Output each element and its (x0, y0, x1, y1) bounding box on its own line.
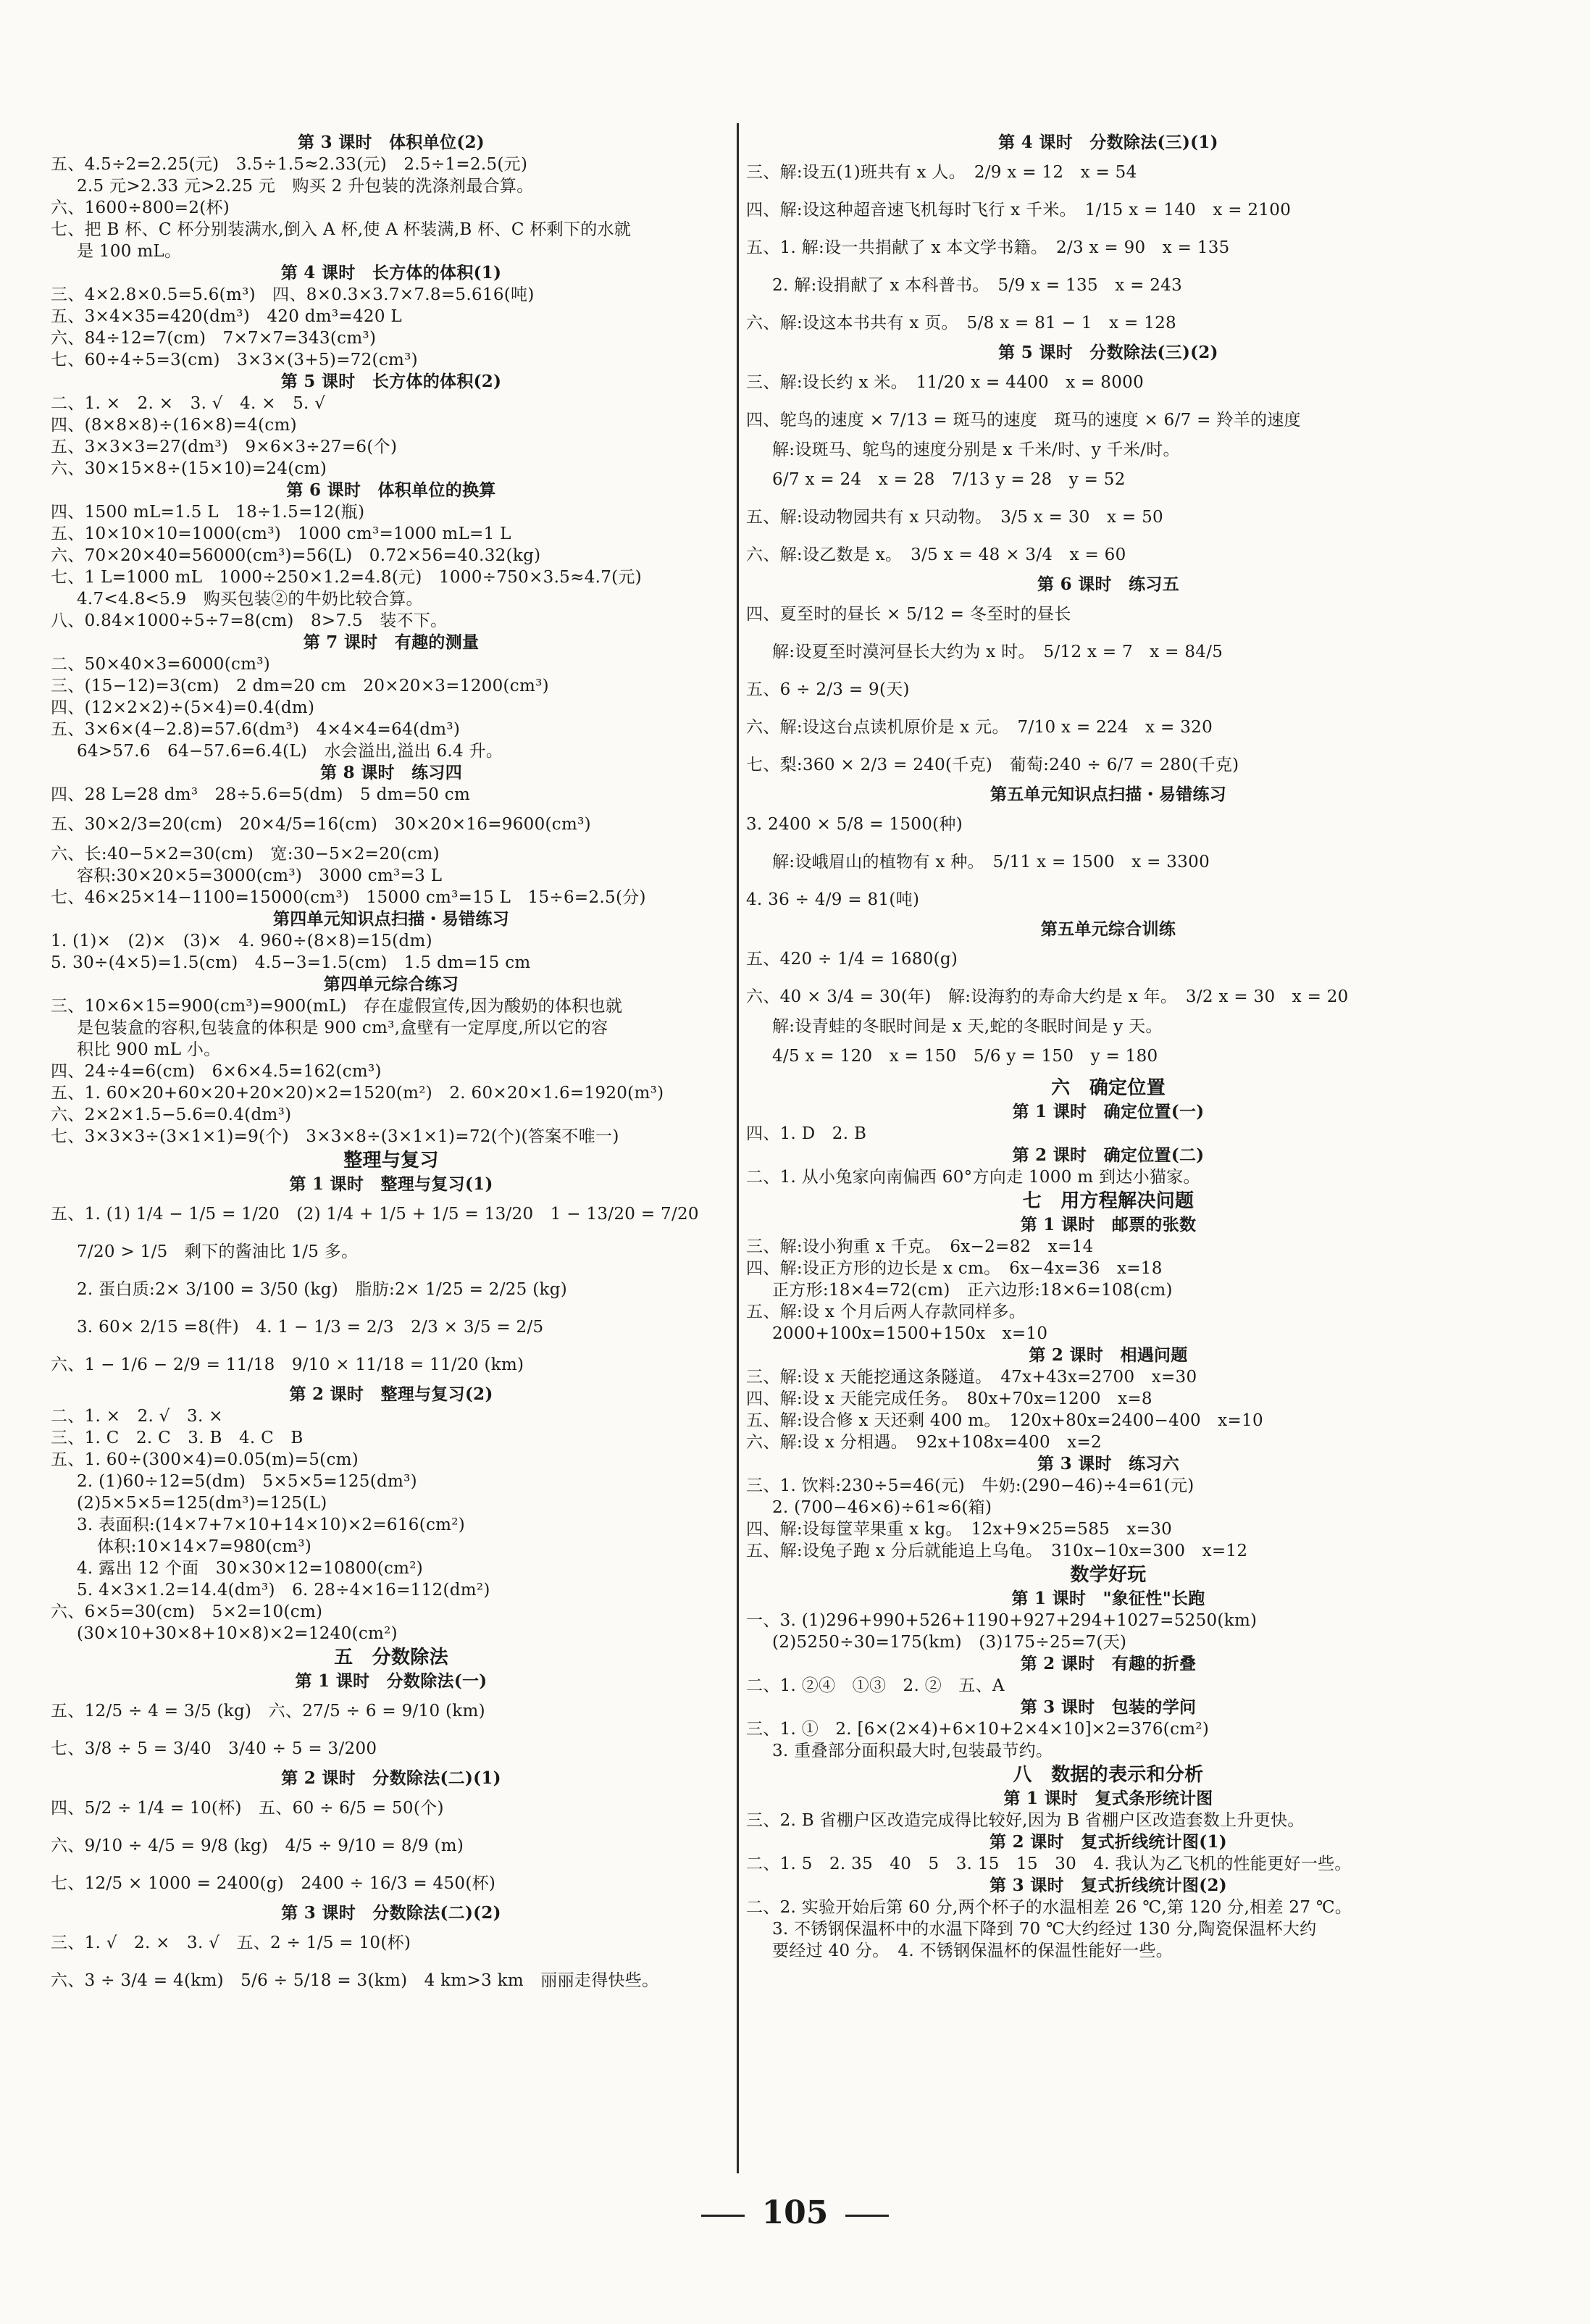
left-line: 2. (1)60÷12=5(dm) 5×5×5=125(dm³) (77, 1472, 417, 1491)
right-line: 一、3. (1)296+990+526+1190+927+294+1027=5250(km) (746, 1611, 1258, 1630)
right-line: 六、40 × 3/4 = 30(年) 解:设海豹的寿命大约是 x 年。 3/2 x = 30 x = 20 (746, 987, 1349, 1006)
left-lesson-heading: 第 3 课时 分数除法(二)(2) (281, 1903, 501, 1923)
right-line: 4/5 x = 120 x = 150 5/6 y = 150 y = 180 (772, 1047, 1158, 1066)
left-line: 四、(8×8×8)÷(16×8)=4(cm) (51, 416, 297, 435)
column-divider (737, 123, 739, 2173)
right-line: 二、1. ②④ ①③ 2. ② 五、A (746, 1676, 1005, 1695)
right-lesson-heading: 第 1 课时 "象征性"长跑 (1011, 1589, 1205, 1608)
left-lesson-heading: 第 3 课时 体积单位(2) (298, 133, 485, 152)
left-line: 四、5/2 ÷ 1/4 = 10(杯) 五、60 ÷ 6/5 = 50(个) (51, 1799, 444, 1818)
left-line: 五、1. 60÷(300×4)=0.05(m)=5(cm) (51, 1450, 359, 1469)
left-line: 六、1600÷800=2(杯) (51, 198, 230, 217)
right-lesson-heading: 第 2 课时 复式折线统计图(1) (989, 1832, 1227, 1852)
right-line: 四、解:设这种超音速飞机每时飞行 x 千米。 1/15 x = 140 x = 2100 (746, 201, 1292, 220)
right-line: 五、6 ÷ 2/3 = 9(天) (746, 680, 910, 699)
right-lesson-heading: 第 5 课时 分数除法(三)(2) (998, 343, 1218, 362)
right-line: 2. (700−46×6)÷61≈6(箱) (772, 1498, 992, 1517)
right-line: 二、2. 实验开始后第 60 分,两个杯子的水温相差 26 ℃,第 120 分,相差 27 ℃。 (746, 1898, 1352, 1917)
left-lesson-heading: 第四单元综合练习 (323, 974, 459, 994)
left-line: 二、1. × 2. × 3. √ 4. × 5. √ (51, 394, 326, 413)
right-line: 五、420 ÷ 1/4 = 1680(g) (746, 950, 958, 969)
left-line: 二、1. × 2. √ 3. × (51, 1407, 223, 1426)
right-lesson-heading: 第 6 课时 练习五 (1037, 574, 1180, 594)
left-line: 六、84÷12=7(cm) 7×7×7=343(cm³) (51, 329, 377, 348)
left-line: 4.7<4.8<5.9 购买包装②的牛奶比较合算。 (77, 590, 423, 609)
right-line: 解:设斑马、鸵鸟的速度分别是 x 千米/时、y 千米/时。 (772, 440, 1180, 459)
right-line: 三、解:设五(1)班共有 x 人。 2/9 x = 12 x = 54 (746, 163, 1137, 182)
left-line: 五、30×2/3=20(cm) 20×4/5=16(cm) 30×20×16=9600(cm³) (51, 815, 591, 834)
left-line: 七、3×3×3÷(3×1×1)=9(个) 3×3×8÷(3×1×1)=72(个)(答案不唯一) (51, 1127, 619, 1146)
left-line: 七、3/8 ÷ 5 = 3/40 3/40 ÷ 5 = 3/200 (51, 1739, 377, 1758)
left-line: 六、2×2×1.5−5.6=0.4(dm³) (51, 1105, 292, 1124)
left-line: 7/20 > 1/5 剩下的酱油比 1/5 多。 (77, 1242, 359, 1261)
right-column (746, 132, 1470, 1962)
left-lesson-heading: 第四单元知识点扫描・易错练习 (272, 909, 510, 929)
left-lesson-heading: 第 6 课时 体积单位的换算 (286, 480, 496, 500)
right-line: 3. 重叠部分面积最大时,包装最节约。 (772, 1742, 1053, 1760)
right-line: 解:设峨眉山的植物有 x 种。 5/11 x = 1500 x = 3300 (772, 853, 1210, 872)
right-line: 3. 不锈钢保温杯中的水温下降到 70 ℃大约经过 130 分,陶瓷保温杯大约 (772, 1920, 1317, 1939)
right-line: 3. 2400 × 5/8 = 1500(种) (746, 815, 963, 834)
right-section-title: 七 用方程解决问题 (1022, 1190, 1194, 1212)
left-column (51, 132, 732, 1999)
right-line: 2. 解:设捐献了 x 本科普书。 5/9 x = 135 x = 243 (772, 276, 1183, 295)
left-line: 积比 900 mL 小。 (77, 1040, 221, 1059)
left-line: 五、3×3×3=27(dm³) 9×6×3÷27=6(个) (51, 438, 398, 456)
right-line: 五、解:设 x 个月后两人存款同样多。 (746, 1303, 1026, 1321)
right-lesson-heading: 第 1 课时 邮票的张数 (1020, 1215, 1197, 1234)
left-section-title: 五 分数除法 (334, 1647, 448, 1668)
left-line: 六、70×20×40=56000(cm³)=56(L) 0.72×56=40.32(kg) (51, 546, 541, 565)
left-line: 四、28 L=28 dm³ 28÷5.6=5(dm) 5 dm=50 cm (51, 785, 471, 804)
right-line: 四、解:设每筐苹果重 x kg。 12x+9×25=585 x=30 (746, 1520, 1173, 1539)
right-line: 三、解:设 x 天能挖通这条隧道。 47x+43x=2700 x=30 (746, 1368, 1197, 1387)
left-lesson-heading: 第 2 课时 分数除法(二)(1) (281, 1768, 501, 1788)
left-lesson-heading: 第 2 课时 整理与复习(2) (289, 1384, 493, 1404)
right-lesson-heading: 第 4 课时 分数除法(三)(1) (998, 133, 1218, 152)
right-line: 三、1. ① 2. [6×(2×4)+6×10+2×4×10]×2=376(cm²) (746, 1720, 1210, 1739)
right-lesson-heading: 第五单元知识点扫描・易错练习 (989, 785, 1227, 804)
left-lesson-heading: 第 4 课时 长方体的体积(1) (280, 263, 502, 283)
left-line: 四、24÷4=6(cm) 6×6×4.5=162(cm³) (51, 1062, 382, 1081)
left-lesson-heading: 第 5 课时 长方体的体积(2) (280, 372, 502, 391)
left-line: 3. 60× 2/15 =8(件) 4. 1 − 1/3 = 2/3 2/3 × 3/5 = 2/5 (77, 1318, 544, 1337)
left-line: 五、3×6×(4−2.8)=57.6(dm³) 4×4×4=64(dm³) (51, 720, 461, 739)
left-line: 5. 30÷(4×5)=1.5(cm) 4.5−3=1.5(cm) 1.5 dm=15 cm (51, 953, 531, 972)
right-lesson-heading: 第 2 课时 相遇问题 (1029, 1345, 1188, 1365)
left-line: 七、60÷4÷5=3(cm) 3×3×(3+5)=72(cm³) (51, 351, 418, 369)
left-line: 六、长:40−5×2=30(cm) 宽:30−5×2=20(cm) (51, 845, 440, 864)
right-line: 五、解:设动物园共有 x 只动物。 3/5 x = 30 x = 50 (746, 508, 1163, 527)
right-line: 四、解:设 x 天能完成任务。 80x+70x=1200 x=8 (746, 1389, 1152, 1408)
left-line: 五、3×4×35=420(dm³) 420 dm³=420 L (51, 307, 402, 326)
left-line: 七、1 L=1000 mL 1000÷250×1.2=4.8(元) 1000÷750×3.5≈4.7(元) (51, 568, 643, 587)
left-line: 七、把 B 杯、C 杯分别装满水,倒入 A 杯,使 A 杯装满,B 杯、C 杯剩下的水就 (51, 220, 632, 239)
left-line: 六、6×5=30(cm) 5×2=10(cm) (51, 1602, 323, 1621)
left-line: 四、(12×2×2)÷(5×4)=0.4(dm) (51, 698, 315, 717)
left-line: 是 100 mL。 (77, 242, 182, 261)
left-line: 五、1. (1) 1/4 − 1/5 = 1/20 (2) 1/4 + 1/5 + 1/5 = 13/20 1 − 13/20 = 7/20 (51, 1205, 699, 1224)
right-line: 七、梨:360 × 2/3 = 240(千克) 葡萄:240 ÷ 6/7 = 280(千克) (746, 756, 1239, 774)
right-section-title: 六 确定位置 (1051, 1077, 1166, 1099)
right-section-title: 数学好玩 (1070, 1564, 1147, 1586)
left-line: 三、10×6×15=900(cm³)=900(mL) 存在虚假宣传,因为酸奶的体积也就 (51, 997, 623, 1016)
left-section-title: 整理与复习 (343, 1150, 439, 1171)
right-line: 六、解:设乙数是 x。 3/5 x = 48 × 3/4 x = 60 (746, 546, 1126, 564)
right-line: 二、1. 5 2. 35 40 5 3. 15 15 30 4. 我认为乙飞机的性能更好一些。 (746, 1855, 1352, 1873)
right-line: 四、鸵鸟的速度 × 7/13 = 斑马的速度 斑马的速度 × 6/7 = 羚羊的速度 (746, 411, 1301, 430)
right-line: 三、1. 饮料:230÷5=46(元) 牛奶:(290−46)÷4=61(元) (746, 1476, 1194, 1495)
right-section-title: 八 数据的表示和分析 (1013, 1764, 1204, 1786)
left-lesson-heading: 第 1 课时 整理与复习(1) (289, 1174, 493, 1194)
right-line: 六、解:设这台点读机原价是 x 元。 7/10 x = 224 x = 320 (746, 718, 1213, 737)
left-line: 六、3 ÷ 3/4 = 4(km) 5/6 ÷ 5/18 = 3(km) 4 km>3 km 丽丽走得快些。 (51, 1971, 659, 1990)
right-line: 五、1. 解:设一共捐献了 x 本文学书籍。 2/3 x = 90 x = 135 (746, 238, 1230, 257)
left-line: 五、4.5÷2=2.25(元) 3.5÷1.5≈2.33(元) 2.5÷1=2.5(元) (51, 155, 528, 174)
left-line: 七、12/5 × 1000 = 2400(g) 2400 ÷ 16/3 = 450(杯) (51, 1874, 496, 1893)
right-line: 五、解:设兔子跑 x 分后就能追上乌龟。 310x−10x=300 x=12 (746, 1542, 1248, 1560)
right-lesson-heading: 第 1 课时 确定位置(一) (1012, 1102, 1205, 1121)
left-line: 五、10×10×10=1000(cm³) 1000 cm³=1000 mL=1 L (51, 524, 511, 543)
right-line: 正方形:18×4=72(cm) 正六边形:18×6=108(cm) (772, 1281, 1173, 1300)
page-number-dash-right (845, 2215, 889, 2217)
left-line: 三、(15−12)=3(cm) 2 dm=20 cm 20×20×3=1200(cm³) (51, 677, 549, 695)
right-line: 三、解:设长约 x 米。 11/20 x = 4400 x = 8000 (746, 373, 1145, 392)
left-line: 2.5 元>2.33 元>2.25 元 购买 2 升包装的洗涤剂最合算。 (77, 177, 534, 196)
right-line: 四、夏至时的昼长 × 5/12 = 冬至时的昼长 (746, 605, 1071, 624)
right-lesson-heading: 第 3 课时 包装的学问 (1020, 1697, 1197, 1717)
left-line: 是包装盒的容积,包装盒的体积是 900 cm³,盒壁有一定厚度,所以它的容 (77, 1019, 608, 1037)
right-line: 六、解:设 x 分相遇。 92x+108x=400 x=2 (746, 1433, 1102, 1452)
right-line: 五、解:设合修 x 天还剩 400 m。 120x+80x=2400−400 x=10 (746, 1411, 1263, 1430)
right-lesson-heading: 第 3 课时 复式折线统计图(2) (989, 1876, 1227, 1895)
left-line: 三、1. C 2. C 3. B 4. C B (51, 1429, 304, 1447)
left-line: 5. 4×3×1.2=14.4(dm³) 6. 28÷4×16=112(dm²) (77, 1581, 490, 1600)
right-lesson-heading: 第五单元综合训练 (1040, 919, 1176, 939)
left-line: 八、0.84×1000÷5÷7=8(cm) 8>7.5 装不下。 (51, 611, 448, 630)
right-lesson-heading: 第 3 课时 练习六 (1037, 1454, 1180, 1474)
left-line: 六、30×15×8÷(15×10)=24(cm) (51, 459, 327, 478)
left-line: 五、1. 60×20+60×20+20×20)×2=1520(m²) 2. 60×20×1.6=1920(m³) (51, 1084, 664, 1103)
right-line: 解:设青蛙的冬眠时间是 x 天,蛇的冬眠时间是 y 天。 (772, 1017, 1163, 1036)
left-line: 4. 露出 12 个面 30×30×12=10800(cm²) (77, 1559, 424, 1578)
right-line: 四、1. D 2. B (746, 1124, 867, 1143)
page-number: 105 (761, 2194, 829, 2231)
left-lesson-heading: 第 8 课时 练习四 (319, 763, 463, 782)
left-line: 六、1 − 1/6 − 2/9 = 11/18 9/10 × 11/18 = 11/20 (km) (51, 1355, 524, 1374)
left-line: (30×10+30×8+10×8)×2=1240(cm²) (77, 1624, 398, 1643)
right-line: 要经过 40 分。 4. 不锈钢保温杯的保温性能好一些。 (772, 1941, 1173, 1960)
right-lesson-heading: 第 1 课时 复式条形统计图 (1003, 1789, 1213, 1808)
right-line: 六、解:设这本书共有 x 页。 5/8 x = 81 − 1 x = 128 (746, 314, 1176, 333)
left-line: 3. 表面积:(14×7+7×10+14×10)×2=616(cm²) (77, 1516, 466, 1534)
left-line: 七、46×25×14−1100=15000(cm³) 15000 cm³=15 L 15÷6=2.5(分) (51, 888, 646, 907)
left-lesson-heading: 第 7 课时 有趣的测量 (303, 632, 480, 652)
left-line: 三、1. √ 2. × 3. √ 五、2 ÷ 1/5 = 10(杯) (51, 1934, 411, 1952)
right-line: (2)5250÷30=175(km) (3)175÷25=7(天) (772, 1633, 1127, 1652)
left-line: 64>57.6 64−57.6=6.4(L) 水会溢出,溢出 6.4 升。 (77, 742, 503, 761)
right-line: 三、2. B 省棚户区改造完成得比较好,因为 B 省棚户区改造套数上升更快。 (746, 1811, 1305, 1830)
right-line: 四、解:设正方形的边长是 x cm。 6x−4x=36 x=18 (746, 1259, 1163, 1278)
right-line: 解:设夏至时漠河昼长大约为 x 时。 5/12 x = 7 x = 84/5 (772, 643, 1223, 661)
left-lesson-heading: 第 1 课时 分数除法(一) (295, 1671, 488, 1691)
left-line: 容积:30×20×5=3000(cm³) 3000 cm³=3 L (77, 866, 443, 885)
left-line: 二、50×40×3=6000(cm³) (51, 655, 271, 674)
left-line: (2)5×5×5=125(dm³)=125(L) (77, 1494, 327, 1513)
right-line: 三、解:设小狗重 x 千克。 6x−2=82 x=14 (746, 1237, 1094, 1256)
right-line: 2000+100x=1500+150x x=10 (772, 1324, 1048, 1343)
right-line: 4. 36 ÷ 4/9 = 81(吨) (746, 890, 920, 909)
right-lesson-heading: 第 2 课时 确定位置(二) (1012, 1145, 1205, 1165)
right-line: 二、1. 从小兔家向南偏西 60°方向走 1000 m 到达小猫家。 (746, 1168, 1200, 1187)
left-line: 三、4×2.8×0.5=5.6(m³) 四、8×0.3×3.7×7.8=5.616(吨) (51, 285, 535, 304)
left-line: 四、1500 mL=1.5 L 18÷1.5=12(瓶) (51, 503, 365, 522)
right-line: 6/7 x = 24 x = 28 7/13 y = 28 y = 52 (772, 470, 1126, 489)
right-lesson-heading: 第 2 课时 有趣的折叠 (1020, 1654, 1197, 1673)
left-line: 1. (1)× (2)× (3)× 4. 960÷(8×8)=15(dm) (51, 932, 432, 950)
left-line: 六、9/10 ÷ 4/5 = 9/8 (kg) 4/5 ÷ 9/10 = 8/9 (m) (51, 1836, 464, 1855)
left-line: 2. 蛋白质:2× 3/100 = 3/50 (kg) 脂肪:2× 1/25 = 2/25 (kg) (77, 1280, 568, 1299)
left-line: 体积:10×14×7=980(cm³) (97, 1537, 312, 1556)
left-line: 五、12/5 ÷ 4 = 3/5 (kg) 六、27/5 ÷ 6 = 9/10 (km) (51, 1702, 485, 1721)
